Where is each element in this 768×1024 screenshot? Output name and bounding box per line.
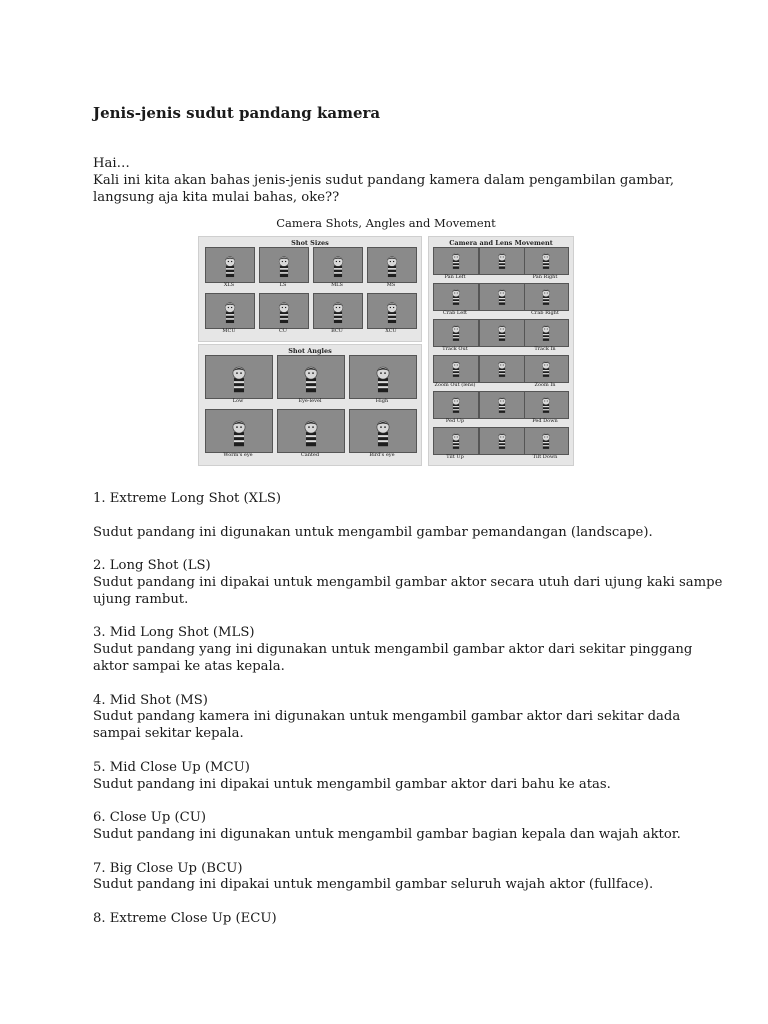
shot-angle-caption: High	[375, 398, 389, 404]
paragraph-gap	[93, 894, 693, 911]
section-text: Sudut pandang yang ini digunakan untuk mengambil gambar aktor dari sekitar pinggang	[93, 642, 693, 658]
shot-size-caption: XCU	[385, 328, 397, 334]
shot-thumbnail	[433, 355, 479, 383]
shot-thumbnail	[205, 355, 273, 399]
shot-thumbnail	[313, 247, 363, 283]
shot-thumbnail	[205, 247, 255, 283]
section-heading: 7. Big Close Up (BCU)	[93, 860, 243, 876]
shot-thumbnail	[205, 293, 255, 329]
shot-size-caption: LS	[279, 282, 287, 288]
shot-section	[93, 558, 723, 608]
movement-caption: Ped Up	[445, 418, 465, 424]
shot-size-caption: MCU	[222, 328, 236, 334]
section-heading: 6. Close Up (CU)	[93, 810, 207, 826]
movement-caption: Crab Right	[531, 310, 559, 316]
shot-thumbnail	[479, 427, 525, 455]
document-title: Jenis-jenis sudut pandang kamera	[93, 104, 381, 122]
section-text: ujung rambut.	[93, 591, 189, 607]
section-heading: 1. Extreme Long Shot (XLS)	[93, 491, 281, 506]
shot-size-caption: XLS	[223, 282, 235, 288]
shot-thumbnail	[277, 409, 345, 453]
shot-thumbnail	[433, 319, 479, 347]
camera-shots-figure	[196, 214, 576, 468]
shot-thumbnail	[479, 247, 525, 275]
shot-thumbnail	[349, 409, 417, 453]
shot-angle-caption: Bird's eye	[369, 452, 395, 458]
movement-caption: Track Out	[442, 346, 468, 352]
shot-thumbnail	[277, 355, 345, 399]
paragraph-gap	[93, 609, 693, 626]
paragraph-gap	[93, 541, 693, 558]
section-heading: 4. Mid Shot (MS)	[93, 692, 208, 708]
shot-section	[93, 625, 693, 675]
section-text: Sudut pandang ini dipakai untuk mengambil gambar seluruh wajah aktor (fullface).	[93, 877, 654, 893]
section-heading: 5. Mid Close Up (MCU)	[93, 759, 250, 775]
movement-caption: Pan Left	[444, 274, 466, 280]
section-text: Sudut pandang ini dipakai untuk mengambil gambar aktor secara utuh dari ujung kaki sampe	[93, 574, 723, 590]
shot-angle-caption: Canted	[300, 452, 320, 458]
movement-caption: Tilt Down	[532, 454, 558, 460]
shot-angles-label: Shot Angles	[288, 347, 332, 355]
shot-sizes-label: Shot Sizes	[291, 239, 329, 247]
paragraph-gap	[93, 793, 693, 810]
paragraph-gap	[93, 844, 693, 861]
shot-thumbnail	[479, 319, 525, 347]
shot-section	[93, 810, 693, 844]
shot-list	[93, 491, 723, 928]
figure-title: Camera Shots, Angles and Movement	[276, 216, 496, 230]
intro-line: langsung aja kita mulai bahas, oke??	[93, 189, 340, 205]
section-heading: 3. Mid Long Shot (MLS)	[93, 625, 255, 641]
movement-caption: Crab Left	[442, 310, 468, 316]
shot-thumbnail	[433, 391, 479, 419]
section-text: sampai sekitar kepala.	[93, 726, 244, 742]
shot-thumbnail	[523, 355, 569, 383]
movement-caption: Zoom In	[534, 382, 556, 388]
section-text: Sudut pandang ini digunakan untuk mengambil gambar bagian kepala dan wajah aktor.	[93, 826, 681, 842]
shot-thumbnail	[433, 247, 479, 275]
shot-section	[93, 491, 693, 541]
movement-label: Camera and Lens Movement	[449, 239, 553, 247]
section-text: Sudut pandang ini dipakai untuk mengambil gambar aktor dari bahu ke atas.	[93, 776, 611, 792]
movement-panel	[428, 236, 574, 466]
shot-angle-caption: Eye-level	[298, 398, 322, 404]
shot-thumbnail	[433, 283, 479, 311]
shot-thumbnail	[523, 247, 569, 275]
shot-angle-caption: Low	[232, 398, 244, 404]
section-heading: 8. Extreme Close Up (ECU)	[93, 910, 277, 926]
shot-thumbnail	[433, 427, 479, 455]
movement-caption: Track In	[534, 346, 556, 352]
shot-thumbnail	[349, 355, 417, 399]
shot-section	[93, 861, 693, 895]
shot-size-caption: CU	[278, 328, 288, 334]
shot-section	[93, 693, 693, 743]
movement-caption: Ped Down	[532, 418, 558, 424]
shot-thumbnail	[523, 319, 569, 347]
shot-thumbnail	[367, 293, 417, 329]
movement-caption: Zoom Out (lens)	[434, 382, 476, 388]
shot-size-caption: MS	[386, 282, 396, 288]
shot-thumbnail	[523, 391, 569, 419]
intro-greeting: Hai…	[93, 156, 130, 171]
shot-sizes-panel	[198, 236, 422, 342]
shot-section	[93, 911, 693, 928]
shot-thumbnail	[259, 247, 309, 283]
movement-caption: Pan Right	[532, 274, 558, 280]
shot-angles-panel	[198, 344, 422, 466]
shot-thumbnail	[523, 283, 569, 311]
section-text: aktor sampai ke atas kepala.	[93, 658, 285, 674]
paragraph-gap	[93, 676, 693, 693]
shot-thumbnail	[313, 293, 363, 329]
shot-thumbnail	[479, 355, 525, 383]
shot-angle-caption: Worm's eye	[223, 452, 253, 458]
shot-size-caption: MLS	[331, 282, 343, 288]
shot-size-caption: BCU	[331, 328, 343, 334]
shot-thumbnail	[479, 283, 525, 311]
section-text: Sudut pandang kamera ini digunakan untuk mengambil gambar aktor dari sekitar dada	[93, 709, 681, 725]
shot-thumbnail	[367, 247, 417, 283]
paragraph-gap	[93, 743, 693, 760]
intro-line: Kali ini kita akan bahas jenis-jenis sudut pandang kamera dalam pengambilan gambar,	[93, 172, 675, 188]
movement-caption: Tilt Up	[446, 454, 464, 460]
shot-thumbnail	[205, 409, 273, 453]
shot-thumbnail	[523, 427, 569, 455]
shot-thumbnail	[479, 391, 525, 419]
shot-section	[93, 760, 693, 794]
shot-thumbnail	[259, 293, 309, 329]
intro-paragraph	[93, 156, 693, 206]
blank-line	[93, 508, 693, 525]
section-heading: 2. Long Shot (LS)	[93, 558, 211, 574]
section-text: Sudut pandang ini digunakan untuk mengambil gambar pemandangan (landscape).	[93, 524, 653, 540]
